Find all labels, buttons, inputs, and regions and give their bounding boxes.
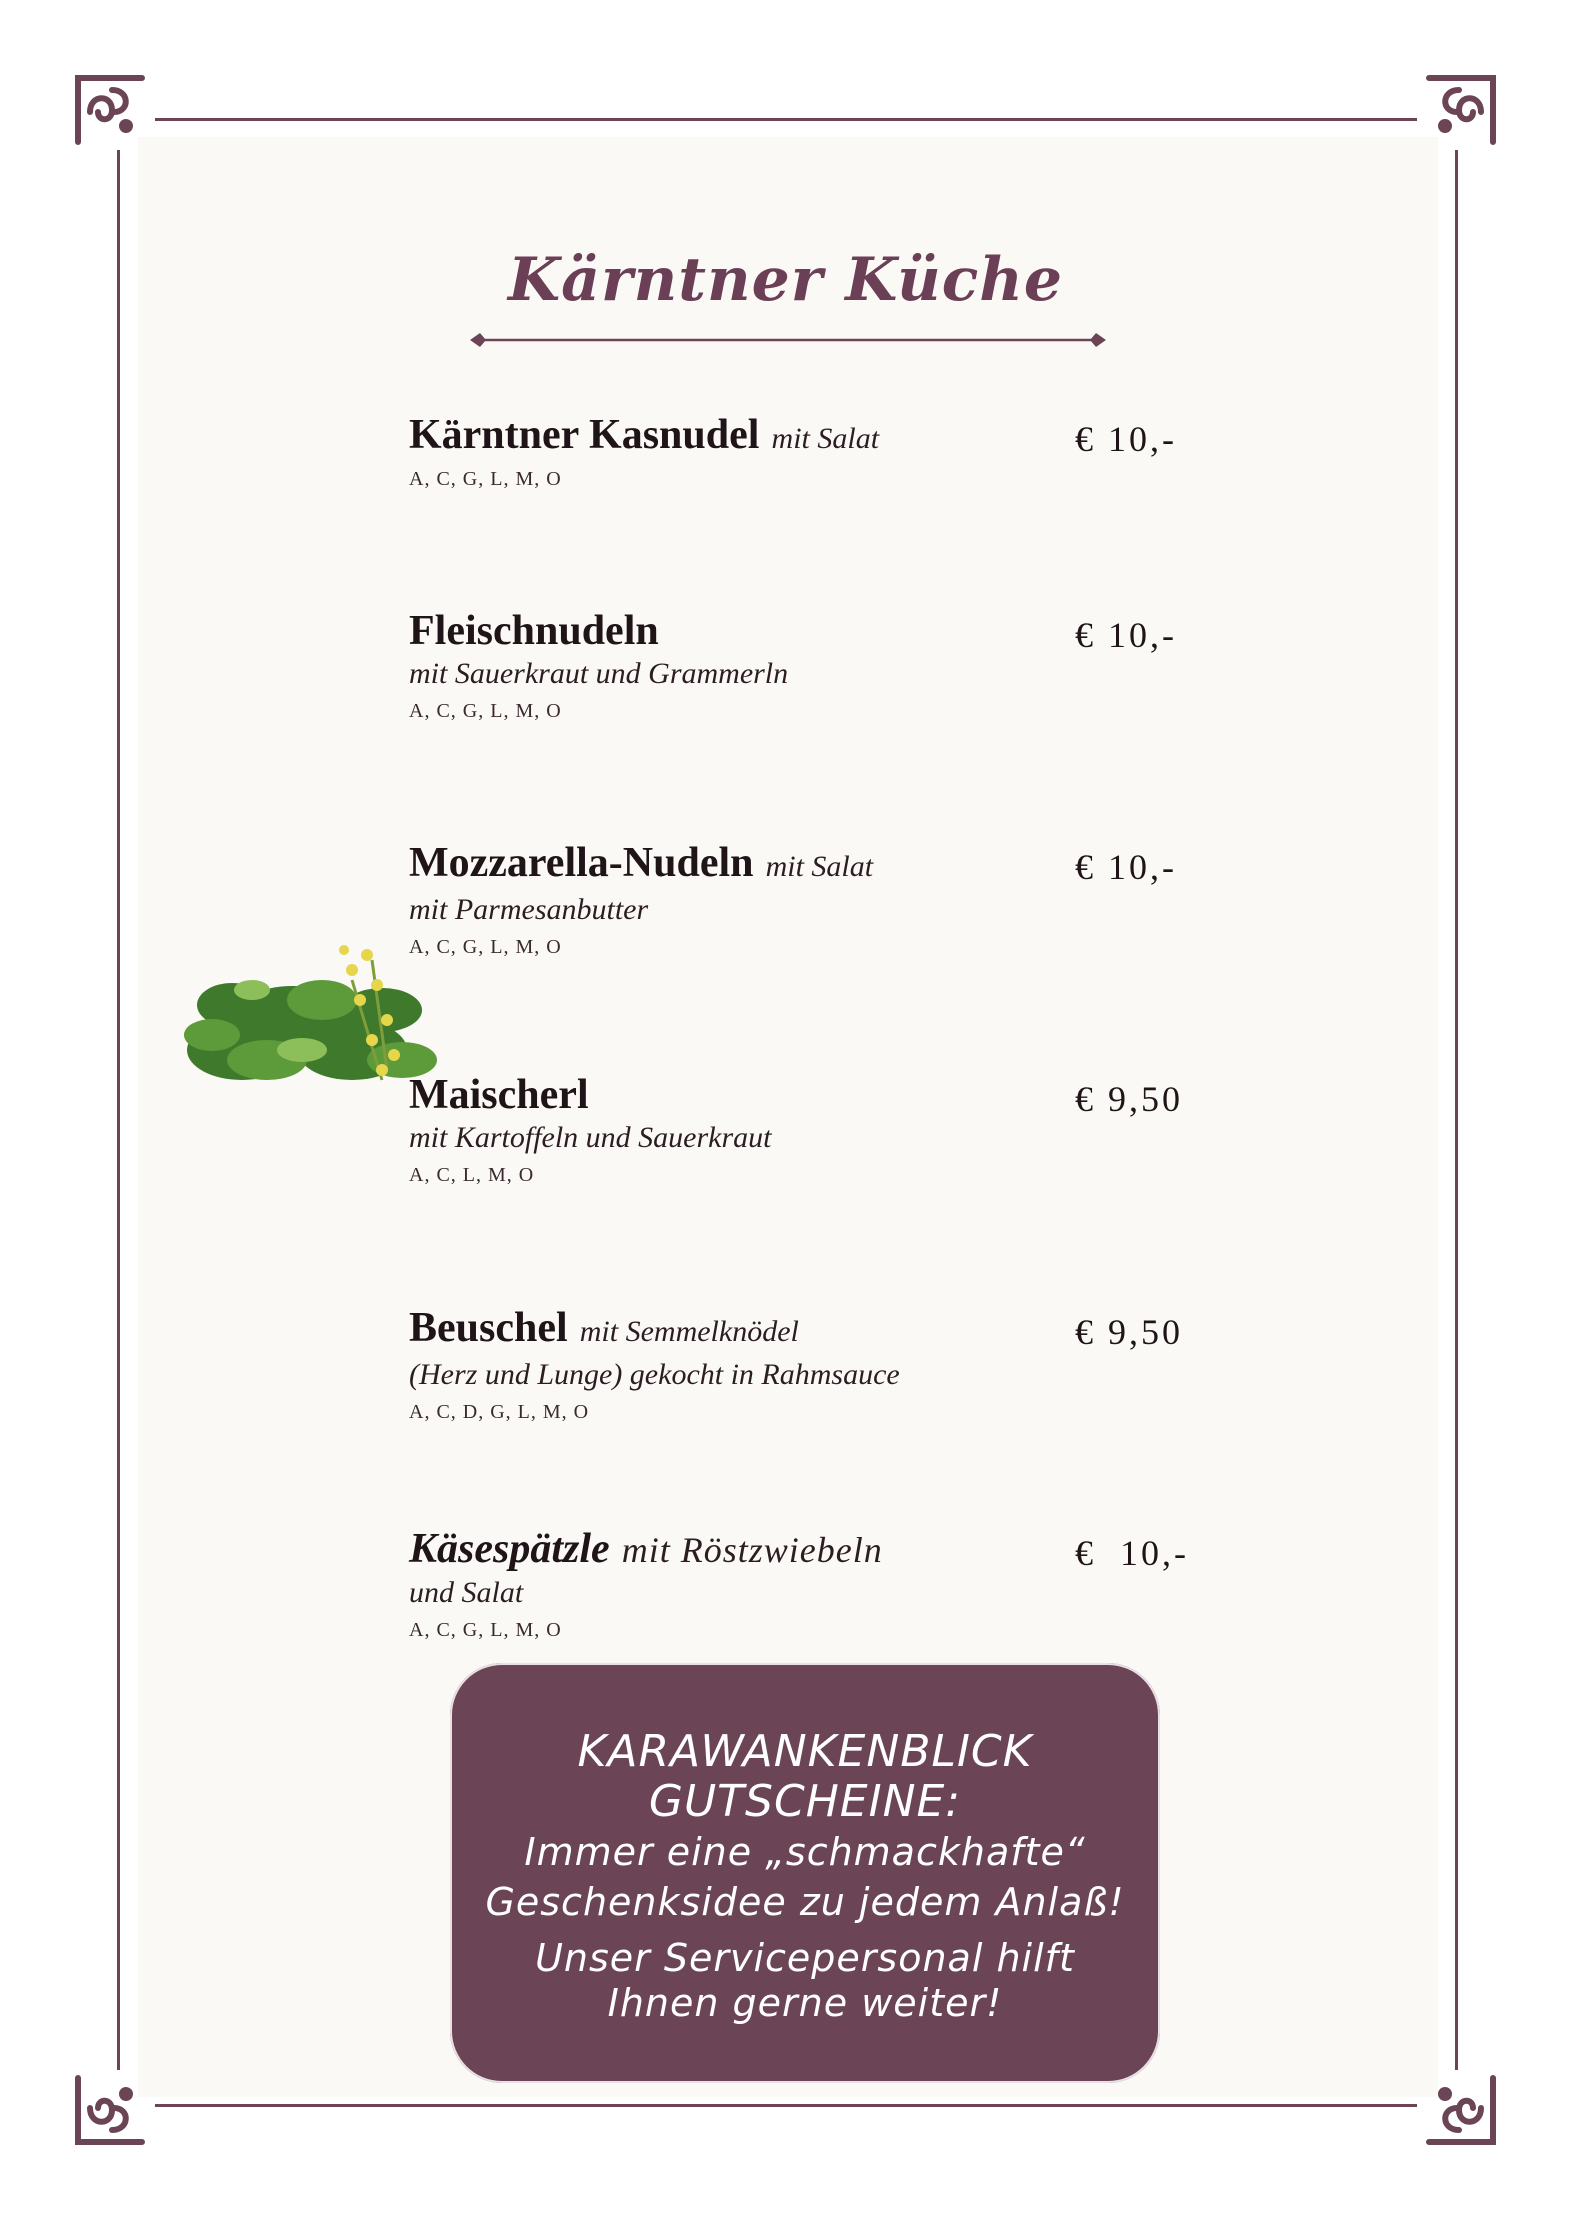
dish-description: (Herz und Lunge) gekocht in Rahmsauce: [409, 1358, 900, 1391]
dish-price: € 10,-: [1075, 615, 1177, 655]
allergen-codes: A, C, L, M, O: [409, 1164, 535, 1186]
title-divider: [468, 330, 1108, 350]
allergen-codes: A, C, G, L, M, O: [409, 700, 562, 722]
dish-side: mit Röstzwiebeln: [621, 1530, 883, 1570]
dish-name: Mozzarella-Nudeln: [409, 840, 754, 886]
dish-name: Beuschel: [409, 1305, 568, 1351]
dish-name: Käsespätzle: [409, 1526, 610, 1572]
dish-name: Maischerl: [409, 1072, 589, 1118]
dish-side: mit Semmelknödel: [579, 1315, 799, 1348]
corner-ornament-icon: [72, 72, 148, 148]
allergen-codes: A, C, D, G, L, M, O: [409, 1401, 590, 1423]
allergen-codes: A, C, G, L, M, O: [409, 468, 562, 490]
dish-price: € 10,-: [1075, 419, 1177, 459]
allergen-codes: A, C, G, L, M, O: [409, 936, 562, 958]
herb-illustration: [172, 930, 472, 1120]
dish-description: mit Sauerkraut und Grammerln: [409, 657, 789, 690]
frame-left-line: [117, 150, 120, 2070]
page-title: Kärntner Küche: [507, 245, 1064, 315]
dish-description: und Salat: [409, 1576, 524, 1609]
dish-price: € 10,-: [1075, 1533, 1189, 1573]
dish-price: € 9,50: [1075, 1079, 1183, 1119]
voucher-text: Geschenksidee zu jedem Anlaß!: [485, 1880, 1125, 1924]
frame-right-line: [1455, 150, 1458, 2070]
voucher-text: Immer eine „schmackhafte“: [524, 1830, 1086, 1874]
dish-name: Fleischnudeln: [409, 608, 659, 654]
voucher-text: Ihnen gerne weiter!: [607, 1981, 1003, 2025]
voucher-box: [450, 1663, 1160, 2083]
frame-top-line: [155, 118, 1417, 121]
voucher-heading: GUTSCHEINE:: [648, 1776, 962, 1827]
corner-ornament-icon: [72, 2072, 148, 2148]
dish-side: mit Salat: [765, 850, 874, 883]
frame-bottom-line: [155, 2104, 1417, 2107]
dish-price: € 9,50: [1075, 1312, 1183, 1352]
dish-name: Kärntner Kasnudel: [409, 412, 760, 458]
allergen-codes: A, C, G, L, M, O: [409, 1619, 562, 1641]
dish-description: mit Kartoffeln und Sauerkraut: [409, 1121, 772, 1154]
dish-side: mit Salat: [771, 422, 880, 455]
voucher-text: Unser Servicepersonal hilft: [535, 1936, 1075, 1980]
dish-price: € 10,-: [1075, 847, 1177, 887]
dish-description: mit Parmesanbutter: [409, 893, 649, 926]
voucher-heading: KARAWANKENBLICK: [577, 1726, 1033, 1777]
